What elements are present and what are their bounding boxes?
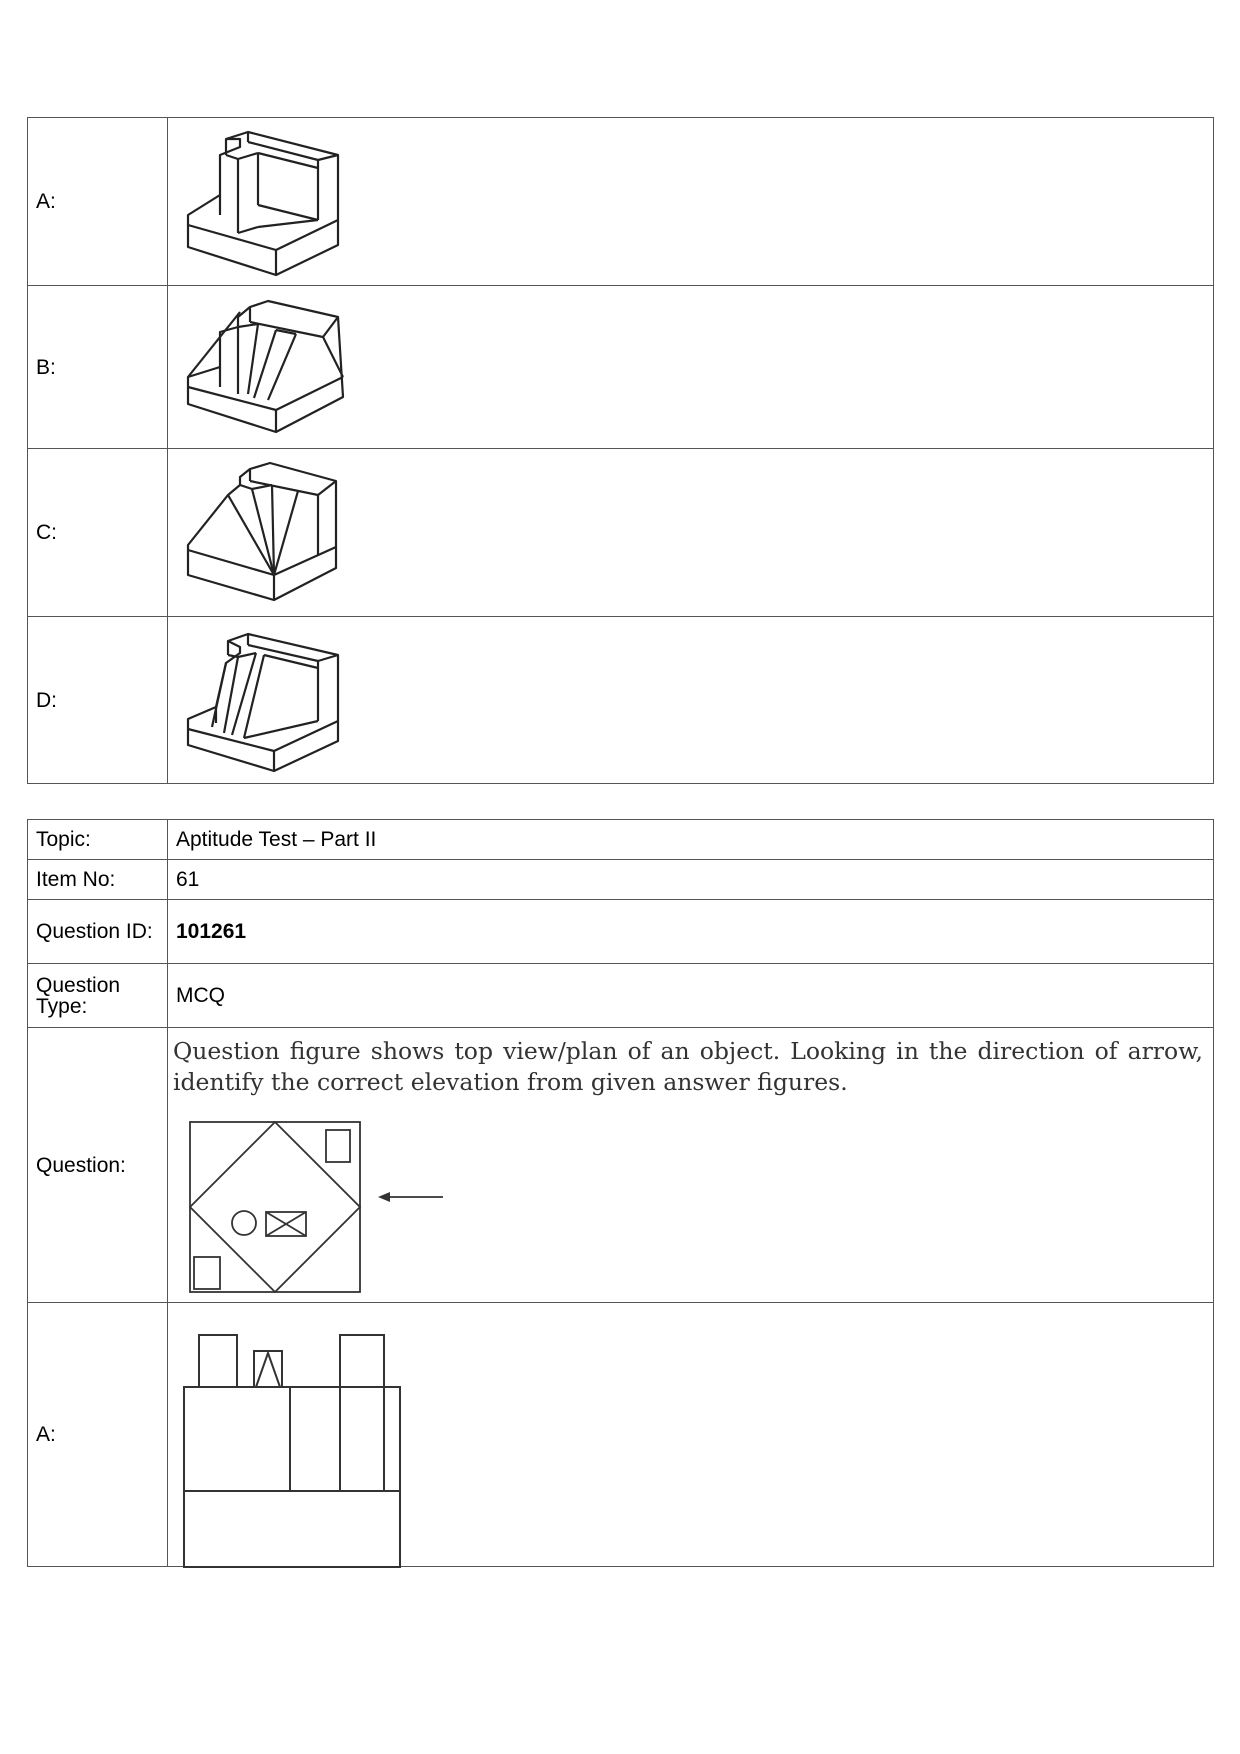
question-details-table bbox=[27, 819, 1214, 1567]
question-type-value: MCQ bbox=[168, 964, 1214, 1028]
item-no-row bbox=[28, 860, 1214, 900]
answer-a-cell bbox=[168, 1303, 1214, 1567]
isometric-block-option-c bbox=[168, 455, 348, 610]
question-type-label: Question Type: bbox=[28, 964, 168, 1028]
question-label: Question: bbox=[28, 1028, 168, 1303]
question-type-row bbox=[28, 964, 1214, 1028]
topic-label: Topic: bbox=[28, 820, 168, 860]
option-label-c: C: bbox=[28, 449, 168, 617]
question-id-label: Question ID: bbox=[28, 900, 168, 964]
topic-value: Aptitude Test – Part II bbox=[168, 820, 1214, 860]
question-id-value: 101261 bbox=[168, 900, 1214, 964]
option-figure-a bbox=[168, 118, 1214, 286]
option-label-a: A: bbox=[28, 118, 168, 286]
isometric-block-option-b bbox=[168, 292, 348, 442]
isometric-block-option-a bbox=[168, 122, 348, 282]
option-figure-b bbox=[168, 286, 1214, 449]
answer-a-row bbox=[28, 1303, 1214, 1567]
top-view-plan-figure bbox=[178, 1112, 478, 1302]
question-row bbox=[28, 1028, 1214, 1303]
item-no-label: Item No: bbox=[28, 860, 168, 900]
option-row-b bbox=[28, 286, 1214, 449]
isometric-block-option-d bbox=[168, 623, 348, 778]
option-row-c bbox=[28, 449, 1214, 617]
question-cell bbox=[168, 1028, 1214, 1303]
option-label-b: B: bbox=[28, 286, 168, 449]
option-figure-c bbox=[168, 449, 1214, 617]
question-id-row bbox=[28, 900, 1214, 964]
answer-a-label: A: bbox=[28, 1303, 168, 1567]
question-text: Question figure shows top view/plan of an object. Looking in the direction of arrow, identify the correct elevation from given answer figures. bbox=[173, 1037, 1203, 1096]
topic-row bbox=[28, 820, 1214, 860]
answer-options-table bbox=[27, 117, 1214, 784]
elevation-figure-option-a bbox=[184, 1319, 414, 1559]
item-no-value: 61 bbox=[168, 860, 1214, 900]
option-row-a bbox=[28, 118, 1214, 286]
option-row-d bbox=[28, 617, 1214, 784]
option-figure-d bbox=[168, 617, 1214, 784]
arrow-left-icon bbox=[378, 1192, 443, 1202]
option-label-d: D: bbox=[28, 617, 168, 784]
